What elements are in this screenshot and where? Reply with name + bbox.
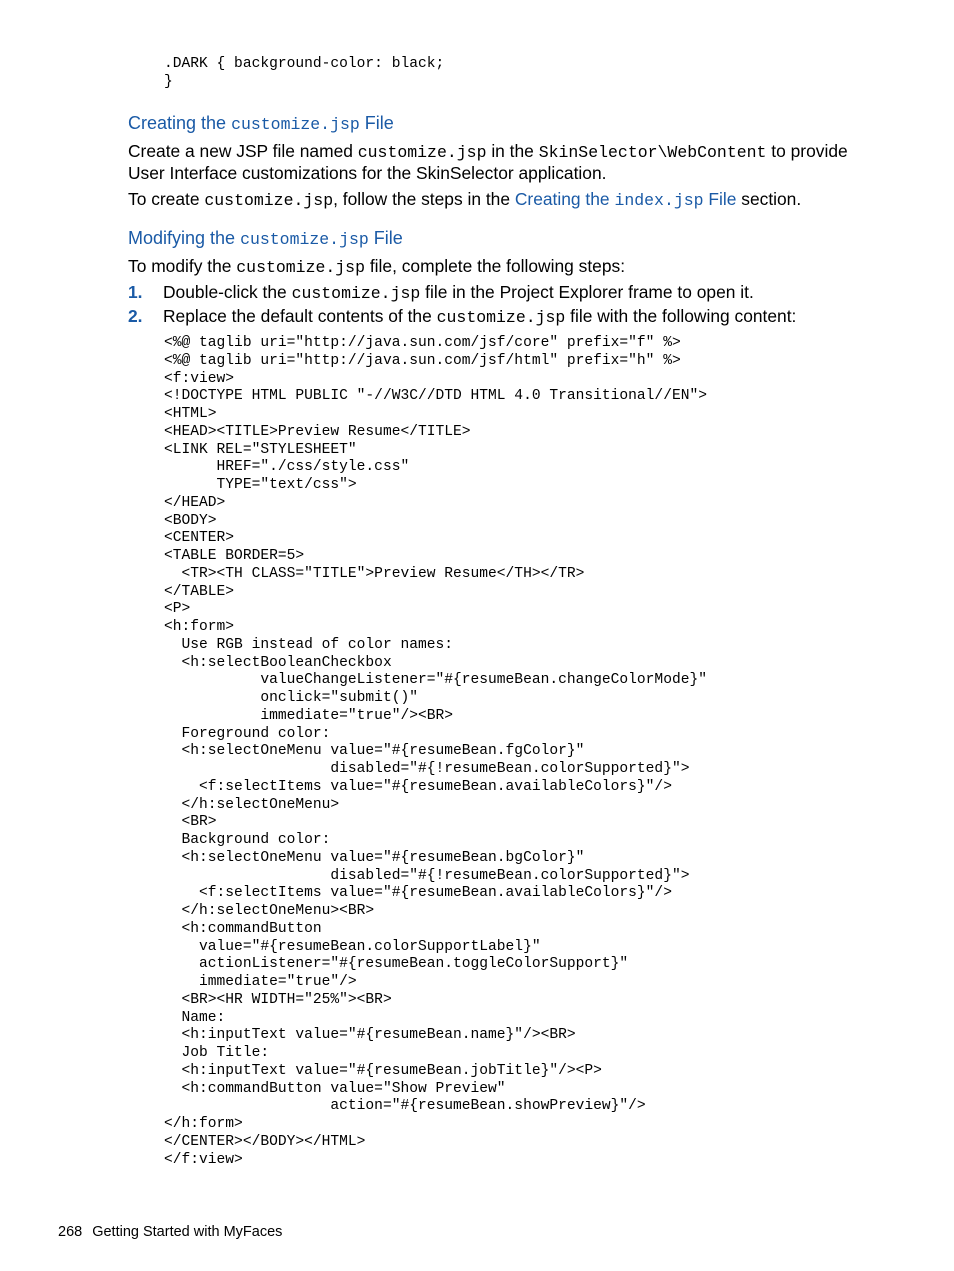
code-line: Name: xyxy=(164,1009,226,1026)
code-line: HREF="./css/style.css" xyxy=(164,459,410,476)
link-text: Creating the xyxy=(514,189,615,209)
code-line: <h:inputText value="#{resumeBean.name}"/><BR> xyxy=(164,1027,576,1044)
code-line: immediate="true"/> xyxy=(164,974,357,990)
section-heading-creating xyxy=(128,111,394,137)
code-block-jsp xyxy=(164,335,707,1169)
code-line: <f:view> xyxy=(164,370,235,387)
book-title: Getting Started with MyFaces xyxy=(92,1224,283,1240)
code-line: } xyxy=(164,73,173,90)
code-line: <f:selectItems value="#{resumeBean.availableColors}"/> xyxy=(164,778,672,795)
inline-code: customize.jsp xyxy=(236,258,365,277)
text: in the xyxy=(486,141,539,161)
text: file in the Project Explorer frame to open it. xyxy=(420,282,754,302)
text: To create xyxy=(128,189,205,209)
step-number: 2. xyxy=(128,306,143,326)
code-line: <HEAD><TITLE>Preview Resume</TITLE> xyxy=(164,423,471,440)
paragraph-create-file xyxy=(128,141,878,184)
text: to provide User Interface customizations for the SkinSelector application. xyxy=(128,141,848,183)
heading-text: File xyxy=(359,113,394,133)
cross-reference-link[interactable] xyxy=(515,189,737,209)
code-line: onclick="submit()" xyxy=(164,690,418,706)
inline-code: SkinSelector\WebContent xyxy=(538,143,767,162)
text: Create a new JSP file named xyxy=(128,141,358,161)
code-line: action="#{resumeBean.showPreview}"/> xyxy=(164,1098,646,1115)
code-line: <BODY> xyxy=(164,512,217,529)
code-line: </h:selectOneMenu><BR> xyxy=(164,903,375,919)
heading-text: File xyxy=(368,228,403,248)
code-line: Job Title: xyxy=(164,1045,270,1061)
code-line: Background color: xyxy=(164,832,331,848)
code-line: <LINK REL="STYLESHEET" xyxy=(164,441,357,458)
code-line: disabled="#{!resumeBean.colorSupported}"> xyxy=(164,867,690,884)
code-line: <TABLE BORDER=5> xyxy=(164,548,305,564)
inline-code: customize.jsp xyxy=(357,143,487,162)
code-line: actionListener="#{resumeBean.toggleColorSupport}" xyxy=(164,956,629,973)
heading-text: Creating the xyxy=(128,113,232,133)
page-footer xyxy=(58,1222,282,1242)
code-block-css xyxy=(164,56,444,92)
text: Double-click the xyxy=(163,282,292,302)
text: To modify the xyxy=(128,256,237,276)
text: file, complete the following steps: xyxy=(365,256,626,276)
code-line: <h:commandButton xyxy=(164,920,322,937)
code-line: value="#{resumeBean.colorSupportLabel}" xyxy=(164,938,541,955)
code-line: valueChangeListener="#{resumeBean.changeColorMode}" xyxy=(164,672,707,689)
paragraph-modify-intro xyxy=(128,256,878,278)
step-2 xyxy=(128,304,796,330)
code-line: immediate="true"/><BR> xyxy=(164,707,454,724)
code-line: <CENTER> xyxy=(164,530,235,547)
step-number: 1. xyxy=(128,282,143,302)
inline-code: customize.jsp xyxy=(204,191,334,210)
code-line: TYPE="text/css"> xyxy=(164,477,357,493)
heading-code: customize.jsp xyxy=(240,230,369,249)
code-line: Use RGB instead of color names: xyxy=(164,636,454,653)
code-line: <BR> xyxy=(164,814,217,831)
link-code: index.jsp xyxy=(614,191,704,210)
code-line: disabled="#{!resumeBean.colorSupported}"> xyxy=(164,761,690,777)
code-line: <P> xyxy=(164,601,191,618)
text: Replace the default contents of the xyxy=(163,306,437,326)
code-line: <!DOCTYPE HTML PUBLIC "-//W3C//DTD HTML 4.0 Transitional//EN"> xyxy=(164,388,707,405)
code-line: <TR><TH CLASS="TITLE">Preview Resume</TH></TR> xyxy=(164,565,585,582)
code-line: .DARK { background-color: black; xyxy=(164,56,445,72)
code-line: Foreground color: xyxy=(164,725,331,742)
code-line: </f:view> xyxy=(164,1151,243,1168)
page-number: 268 xyxy=(58,1224,83,1240)
code-line: </HEAD> xyxy=(164,494,226,511)
code-line: </TABLE> xyxy=(164,583,235,600)
paragraph-create-steps xyxy=(128,189,878,211)
section-heading-modifying xyxy=(128,226,403,252)
code-line: <h:selectOneMenu value="#{resumeBean.bgColor}" xyxy=(164,849,585,866)
code-line: <%@ taglib uri="http://java.sun.com/jsf/html" prefix="h" %> xyxy=(164,352,681,369)
inline-code: customize.jsp xyxy=(436,308,566,327)
code-line: </CENTER></BODY></HTML> xyxy=(164,1133,366,1150)
inline-code: customize.jsp xyxy=(291,284,421,303)
code-line: </h:selectOneMenu> xyxy=(164,796,340,813)
heading-code: customize.jsp xyxy=(231,115,360,134)
code-line: <BR><HR WIDTH="25%"><BR> xyxy=(164,991,392,1008)
code-line: <HTML> xyxy=(164,406,217,422)
code-line: <%@ taglib uri="http://java.sun.com/jsf/core" prefix="f" %> xyxy=(164,335,681,351)
code-line: <h:selectBooleanCheckbox xyxy=(164,654,392,671)
code-line: <h:commandButton value="Show Preview" xyxy=(164,1080,506,1097)
text: , follow the steps in the xyxy=(333,189,515,209)
code-line: <h:form> xyxy=(164,619,235,635)
text: section. xyxy=(736,189,802,209)
step-1 xyxy=(128,280,754,306)
code-line: <f:selectItems value="#{resumeBean.availableColors}"/> xyxy=(164,885,672,902)
code-line: <h:selectOneMenu value="#{resumeBean.fgColor}" xyxy=(164,743,585,760)
code-line: <h:inputText value="#{resumeBean.jobTitle}"/><P> xyxy=(164,1062,602,1079)
text: file with the following content: xyxy=(565,306,797,326)
link-text: File xyxy=(703,189,737,209)
heading-text: Modifying the xyxy=(128,228,241,248)
code-line: </h:form> xyxy=(164,1116,243,1132)
